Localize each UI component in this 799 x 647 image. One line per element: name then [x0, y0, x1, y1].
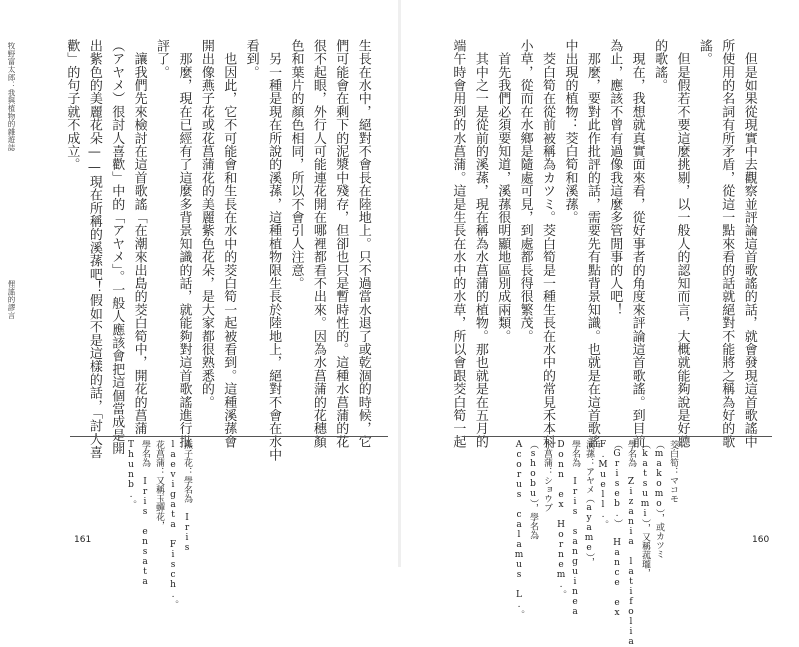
paragraph-line: 評了。	[154, 39, 170, 79]
paragraph-line: 的歌謠。	[652, 39, 668, 92]
paragraph-line: 色和葉片的顏色相同，所以不會引人注意。	[288, 39, 304, 290]
footnote-line: 水菖蒲：ショウブ	[542, 440, 552, 512]
paragraph-line: 看到。	[243, 39, 259, 79]
paragraph-line: 那麼，要對此作批評的話，需要先有點背景知識。也就是在這首歌謠	[584, 39, 600, 449]
paragraph-line: （アヤメ）很討人喜歡」中的「アヤメ」。一般人應該會把這個當成是開	[109, 39, 125, 455]
footnote-rule	[462, 436, 772, 437]
paragraph-line: 讓我們先來檢討在這首歌謠「在潮來出島的茭白筍中，開花的菖蒲	[131, 39, 147, 435]
paragraph-line: 開出像燕子花或花菖蒲花的美麗紫色花朵，是大家都很熟悉的。	[198, 39, 214, 409]
paragraph-line: 為止，應該不曾有過像我這麼多管閒事的人吧！	[607, 39, 623, 317]
footnote-line: Thunb.。	[126, 440, 136, 509]
footnote-line: Acorus calamus L.。	[514, 440, 524, 619]
paragraph-line: 很不起眼，外行人可能連花開在哪裡都看不出來。因為水菖蒲的花穗顏	[310, 39, 326, 449]
left-body-text	[60, 39, 374, 462]
paragraph-line: 現在，我想就真實面來看，從好事者的角度來評論這首歌謠。到目前	[629, 39, 645, 449]
paragraph-line: 歡」的句子就不成立。	[64, 39, 80, 171]
page-number-left: 161	[74, 535, 92, 545]
paragraph-line: 中出現的植物：茭白筍和溪蓀。	[562, 39, 578, 224]
footnote-line: 茭白筍：マコモ	[668, 440, 678, 503]
paragraph-line: 們可能會在剩下的泥漿中殘存，但卻也只是暫時性的。這種水菖蒲的花	[333, 39, 349, 449]
footnote-line: 學名為 Iris sanguinea	[570, 440, 580, 617]
paragraph-line: 那麼，現在已經有了這麼多背景知識的話，就能夠對這首歌謠進行批	[176, 39, 192, 449]
paragraph-line: 生長在水中，絕對不會長在陸地上。只不過當水退了或乾涸的時候，它	[355, 39, 371, 449]
paragraph-line: 端午時會用到的水菖蒲。這是生長在水中的水草，所以會跟茭白筍一起	[450, 39, 466, 449]
running-header-section: 俚謠的謬言	[7, 280, 16, 319]
footnote-line: （makomo），或カツミ	[654, 440, 664, 559]
footnote-line: F.Muell.。	[598, 440, 608, 529]
paragraph-line: 小草，從而在水鄉是隨處可見，到處都長得很繁茂。	[517, 39, 533, 343]
paragraph-line: 所使用的名詞有所矛盾，從這一點來看的話就絕對不能將之稱為好的歌	[719, 39, 735, 449]
paragraph-line: 出紫色的美麗花朵——現在所稱的溪蓀吧！假如不是這樣的話，「討人喜	[86, 39, 102, 459]
paragraph-line: 但是假若不要這麼挑剔，以一般人的認知而言，大概就能夠說是好聽	[674, 39, 690, 449]
footnote-line: 燕子花：學名為 Iris	[182, 440, 192, 553]
footnote-line: laevigata Fisch.。	[168, 440, 178, 609]
footnote-line: 學名為 Zizania latifolia	[626, 440, 636, 647]
running-header-title: 牧野富太郎：我與植物的雜遊誌	[7, 42, 16, 152]
footnote-line: 溪蓀：アヤメ（ayame），	[584, 440, 594, 567]
footnote-line: 學名為 Iris ensata	[140, 440, 150, 587]
footnote-line: Donn ex Hornem.。	[556, 440, 566, 599]
right-footnotes	[512, 440, 680, 647]
page-number-right: 160	[752, 535, 770, 545]
footnote-line: （Griseb.） Hance ex	[612, 440, 622, 618]
paragraph-line: 其中之一是從前的溪蓀，現在稱為水菖蒲的植物。那也就是在五月的	[472, 39, 488, 449]
footnote-rule	[70, 436, 388, 437]
footnote-line: 花菖蒲：又稱玉蟬花，	[154, 440, 164, 530]
paragraph-line: 另一種是現在所說的溪蓀，這種植物限生長於陸地上，絕對不會在水中	[266, 39, 282, 462]
right-body-text	[446, 39, 760, 449]
book-gutter	[398, 0, 401, 567]
paragraph-line: 也因此，它不可能會和生長在水中的茭白筍一起被看到。這種溪蓀會	[221, 39, 237, 449]
paragraph-line: 謠。	[696, 39, 712, 66]
footnote-line: （katsumi），又稱菰瓏，	[640, 440, 650, 578]
footnote-line: （shobu），學名為	[528, 440, 538, 540]
left-footnotes	[124, 440, 194, 609]
paragraph-line: 首先我們必須要知道，溪蓀很明顯地區別成兩類。	[495, 39, 511, 343]
paragraph-line: 茭白筍在從前被稱為カツミ。茭白筍是一種生長在水中的常見禾本科	[540, 39, 556, 449]
paragraph-line: 但是如果從現實中去觀察並評論這首歌謠的話，就會發現這首歌謠中	[741, 39, 757, 449]
